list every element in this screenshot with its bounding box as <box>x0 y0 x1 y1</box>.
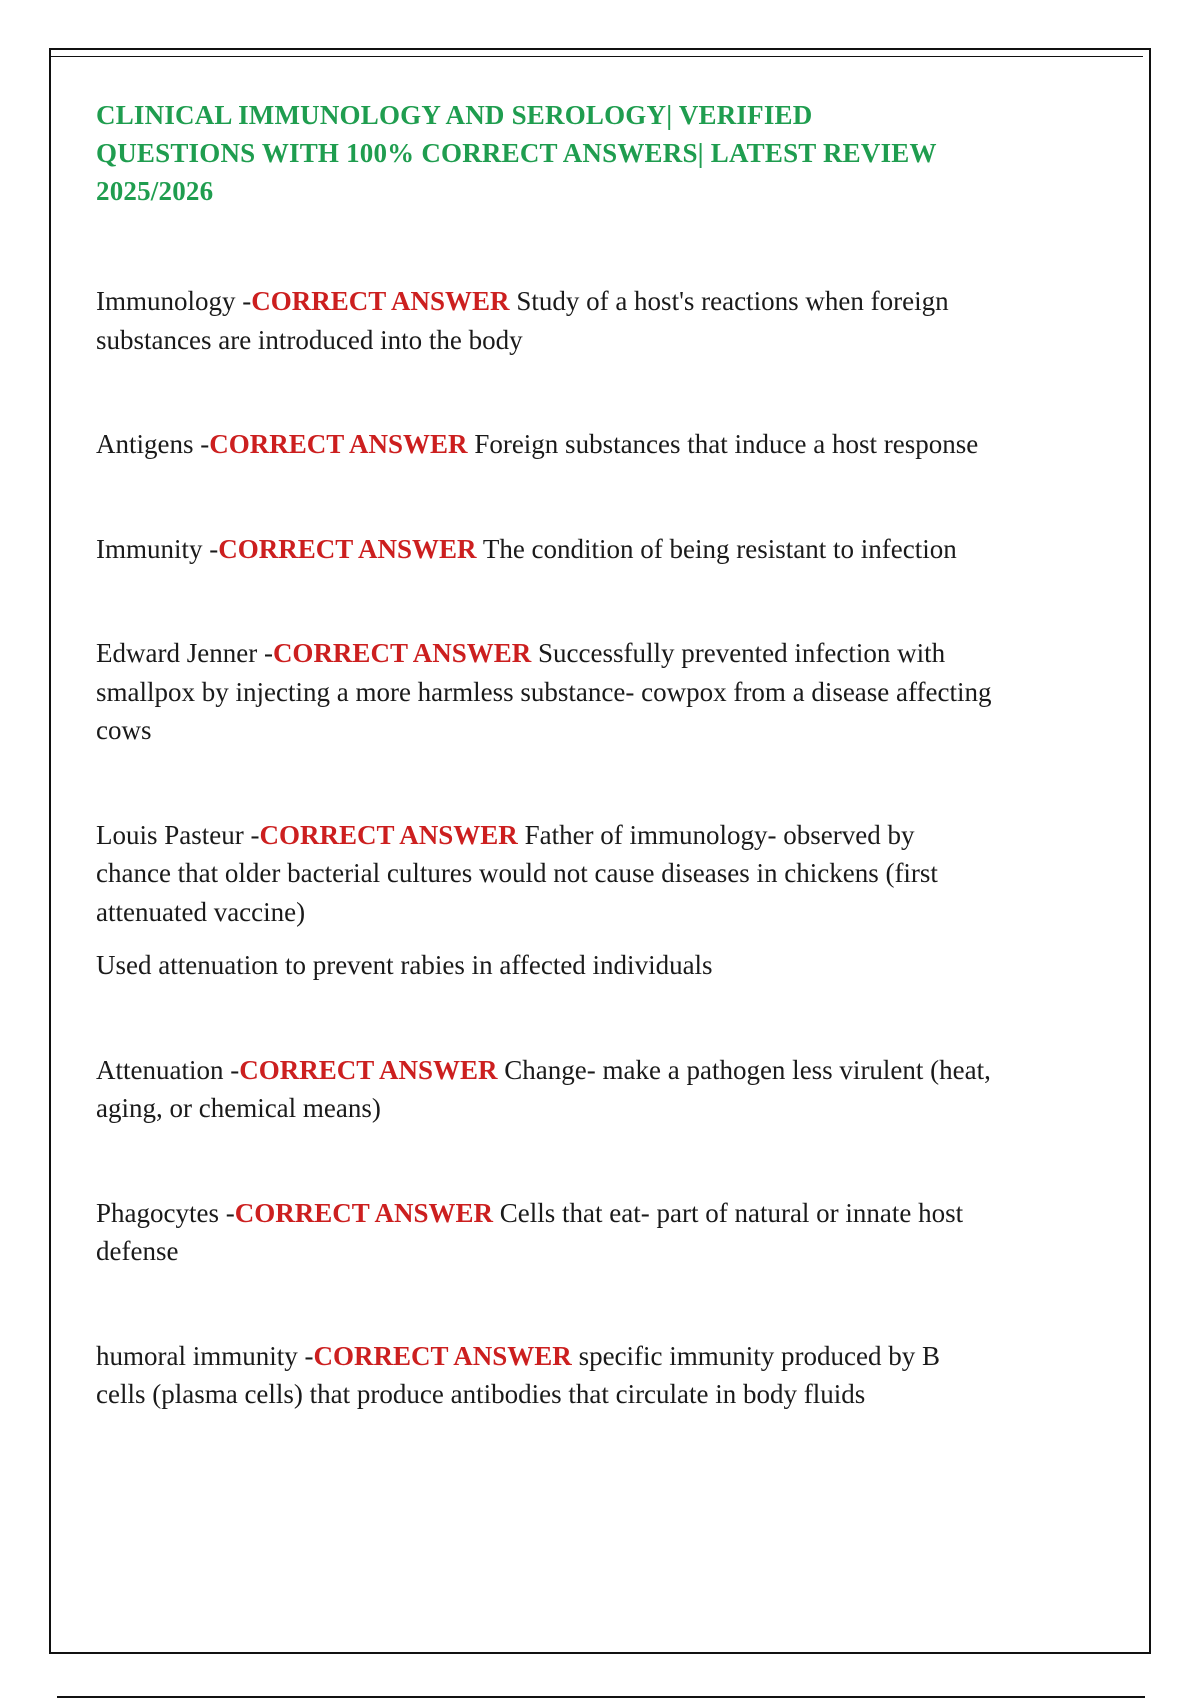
entry-dash: - <box>223 1054 240 1085</box>
entry-term: Immunity <box>96 533 203 564</box>
entry-dash: - <box>218 1197 235 1228</box>
qa-entries <box>96 282 996 1414</box>
entry-definition: Change- make a pathogen less virulent (heat, aging, or chemical means) <box>96 1054 991 1123</box>
entry-dash: - <box>257 638 273 668</box>
entry-dash: - <box>193 429 210 459</box>
document-content <box>96 96 996 1480</box>
correct-answer-marker: CORRECT ANSWER <box>239 1054 498 1085</box>
entry-term: Antigens <box>96 429 194 459</box>
entry-term: Attenuation <box>96 1054 224 1085</box>
qa-entry <box>96 816 996 985</box>
correct-answer-marker: CORRECT ANSWER <box>209 429 468 459</box>
entry-definition: Foreign substances that induce a host response <box>474 429 979 459</box>
entry-term: Immunology <box>96 286 236 316</box>
title-line: QUESTIONS WITH 100% CORRECT ANSWERS| LATEST REVIEW <box>96 138 937 168</box>
correct-answer-marker: CORRECT ANSWER <box>259 819 518 850</box>
entry-term: Edward Jenner <box>96 638 258 668</box>
entry-dash: - <box>202 533 219 564</box>
qa-entry <box>96 1051 996 1128</box>
entry-definition: Successfully prevented infection with smallpox by injecting a more harmless substance- cowpox from a disease affecting cows <box>96 638 992 745</box>
qa-entry <box>96 282 996 359</box>
entry-definition: Cells that eat- part of natural or innate host defense <box>96 1197 964 1266</box>
qa-entry <box>96 530 996 569</box>
entry-dash: - <box>297 1340 314 1371</box>
qa-entry <box>96 1337 996 1414</box>
entry-definition: specific immunity produced by B cells (plasma cells) that produce antibodies that circulate in body fluids <box>96 1340 940 1409</box>
entry-term: Louis Pasteur <box>96 819 244 850</box>
correct-answer-marker: CORRECT ANSWER <box>251 286 510 316</box>
title-line: 2025/2026 <box>96 176 214 206</box>
document-title <box>96 96 996 210</box>
correct-answer-marker: CORRECT ANSWER <box>313 1340 572 1371</box>
entry-definition: The condition of being resistant to infection <box>482 533 957 564</box>
qa-entry <box>96 634 996 750</box>
entry-definition: Father of immunology- observed by chance that older bacterial cultures would not cause diseases in chickens (first attenuated vaccine) <box>96 819 938 927</box>
entry-extra-note: Used attenuation to prevent rabies in affected individuals <box>96 950 713 980</box>
correct-answer-marker: CORRECT ANSWER <box>272 638 532 668</box>
next-page-border <box>57 1696 1145 1698</box>
entry-dash: - <box>243 819 260 850</box>
title-line: CLINICAL IMMUNOLOGY AND SEROLOGY| VERIFIED <box>96 100 813 130</box>
entry-term: humoral immunity <box>96 1340 298 1371</box>
qa-entry <box>96 425 996 464</box>
entry-term: Phagocytes <box>96 1197 219 1228</box>
qa-entry <box>96 1194 996 1271</box>
entry-definition: Study of a host's reactions when foreign substances are introduced into the body <box>96 286 949 355</box>
entry-dash: - <box>235 286 252 316</box>
page-border-top-rule <box>51 56 1143 57</box>
correct-answer-marker: CORRECT ANSWER <box>234 1197 494 1228</box>
correct-answer-marker: CORRECT ANSWER <box>218 533 477 564</box>
